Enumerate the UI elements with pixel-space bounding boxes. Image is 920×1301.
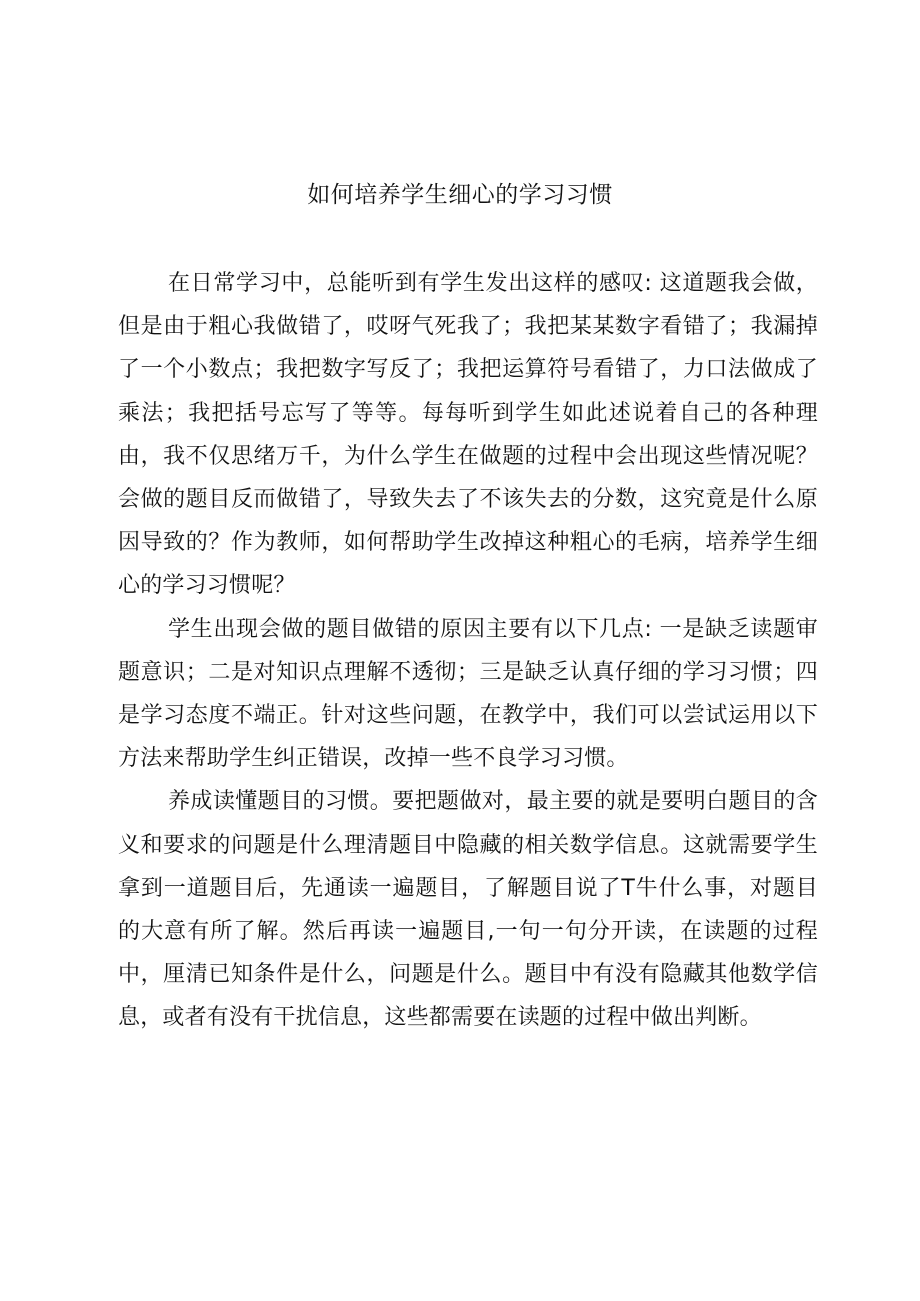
document-title: 如何培养学生细心的学习习惯 (307, 182, 613, 208)
document-body (118, 262, 818, 1040)
paragraph-3: 养成读懂题目的习惯。要把题做对，最主要的就是要明白题目的含义和要求的问题是什么理清题目中隐藏的相关数学信息。这就需要学生拿到一道题目后，先通读一遍题目，了解题目说了T牛什么事，对题目的大意有所了解。然后再读一遍题目,一句一句分开读，在读题的过程中，厘清已知条件是什么，问题是什么。题目中有没有隐藏其他数学信息，或者有没有干扰信息，这些都需要在读题的过程中做出判断。 (118, 789, 818, 1031)
paragraph-1: 在日常学习中，总能听到有学生发出这样的感叹: 这道题我会做，但是由于粗心我做错了，哎呀气死我了；我把某某数字看错了；我漏掉了一个小数点；我把数字写反了；我把运算符号看错了，力口法做成了乘法；我把括号忘写了等等。每每听到学生如此述说着自己的各种理由，我不仅思绪万千，为什么学生在做题的过程中会出现这些情况呢？会做的题目反而做错了，导致失去了不该失去的分数，这究竟是什么原因导致的？作为教师，如何帮助学生改掉这种粗心的毛病，培养学生细心的学习习惯呢？ (118, 271, 818, 599)
paragraph-2: 学生出现会做的题目做错的原因主要有以下几点: 一是缺乏读题审题意识；二是对知识点理解不透彻；三是缺乏认真仔细的学习习惯；四是学习态度不端正。针对这些问题，在教学中，我们可以尝试运用以下方法来帮助学生纠正错误，改掉一些不良学习习惯。 (118, 616, 818, 772)
